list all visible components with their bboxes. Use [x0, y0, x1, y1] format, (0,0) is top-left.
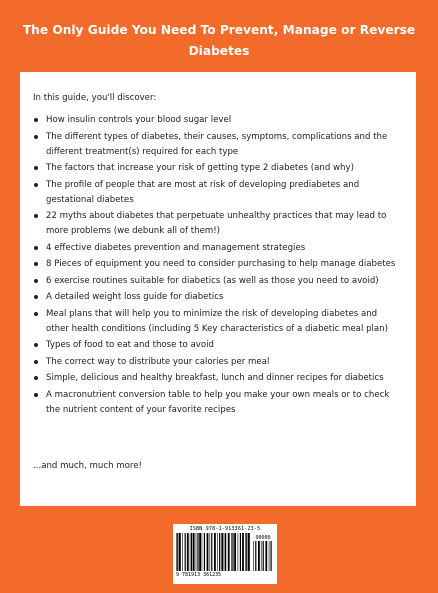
barcode-bar [255, 541, 256, 571]
barcode-bar [202, 533, 203, 571]
bullet-dot-icon [34, 246, 38, 250]
bullet-dot-icon [34, 214, 38, 218]
bullet-list [33, 113, 402, 418]
bullet-dot-icon [34, 376, 38, 380]
bullet-text: How insulin controls your blood sugar level [46, 115, 232, 125]
barcode-bar [191, 533, 192, 571]
bullet-text: A detailed weight loss guide for diabetics [46, 292, 224, 302]
barcode-bar [238, 533, 239, 571]
bullet-dot-icon [34, 360, 38, 364]
barcode-bar [263, 541, 264, 571]
barcode-bar [210, 533, 211, 571]
barcode-bar [231, 533, 232, 571]
bullet-item [33, 371, 402, 386]
barcode-bar [246, 533, 247, 571]
barcode-bar [225, 533, 226, 571]
barcode-bar [232, 533, 233, 571]
barcode-bar [187, 533, 189, 571]
bullet-item [33, 274, 402, 289]
bullet-text: 4 effective diabetes prevention and management strategies [46, 242, 306, 253]
barcode-ean-digits: 9 781913 361235 [176, 572, 222, 578]
barcode-bar [211, 533, 212, 571]
barcode-bar [182, 533, 183, 571]
barcode-bar [253, 541, 254, 571]
bullet-item [33, 257, 402, 272]
barcode-bar [207, 533, 209, 571]
bullet-item [33, 388, 402, 418]
bullet-text: Simple, delicious and healthy breakfast, lunch and dinner recipes for diabetics [46, 373, 384, 383]
barcode-bar [199, 533, 201, 571]
bullet-item [33, 241, 402, 256]
barcode-bar [176, 533, 177, 571]
barcode-bar [214, 533, 216, 571]
barcode-bar [204, 533, 205, 571]
bullet-text: Meal plans that will help you to minimize the risk of developing diabetes and other health conditions (including 5 Key characteristics of a diabetic meal plan) [46, 308, 388, 334]
bullet-text: The profile of people that are most at risk of developing prediabetes and gestational diabetes [46, 179, 360, 205]
bullet-dot-icon [34, 295, 38, 299]
bullet-item [33, 355, 402, 370]
barcode-bar [217, 533, 218, 571]
bullet-dot-icon [34, 393, 38, 397]
bullet-item [33, 130, 402, 160]
barcode-bar [248, 533, 250, 571]
barcode-bar [185, 533, 186, 571]
isbn-label: ISBN 978-1-913361-23-5 [189, 526, 261, 532]
barcode-main-bars [176, 533, 250, 571]
outro-text: ...and much, much more! [33, 461, 142, 471]
barcode-bar [228, 533, 230, 571]
barcode-bar [261, 541, 262, 571]
barcode-bar [245, 533, 246, 571]
bullet-dot-icon [34, 166, 38, 170]
headline-line-1: The Only Guide You Need To Prevent, Manage or Reverse [22, 23, 416, 37]
barcode-bar [234, 533, 236, 571]
barcode-bar [196, 533, 197, 571]
bullet-text: A macronutrient conversion table to help you make your own meals or to check the nutrient content of your favorite recipes [46, 389, 390, 415]
barcode-bar [190, 533, 191, 571]
bullet-item [33, 209, 402, 239]
barcode-bar [269, 541, 270, 571]
bullet-text: Types of food to eat and those to avoid [46, 340, 214, 350]
bullet-dot-icon [34, 279, 38, 283]
barcode-bar [224, 533, 225, 571]
barcode-bar [221, 533, 223, 571]
bullet-item [33, 161, 402, 176]
bullet-item [33, 113, 402, 128]
bullet-dot-icon [34, 262, 38, 266]
cover-headline [20, 20, 418, 62]
bullet-text: 22 myths about diabetes that perpetuate unhealthy practices that may lead to more problems (we debunk all of them!) [46, 211, 387, 236]
content-panel [20, 72, 416, 506]
bullet-dot-icon [34, 312, 38, 316]
bullet-item [33, 178, 402, 208]
barcode-addon [253, 535, 273, 571]
barcode-bar [193, 533, 195, 571]
bullet-item [33, 307, 402, 337]
barcode-bar [271, 541, 272, 571]
bullet-text: 8 Pieces of equipment you need to consider purchasing to help manage diabetes [46, 259, 396, 269]
bullet-dot-icon [34, 343, 38, 347]
bullet-dot-icon [34, 135, 38, 139]
barcode-bar [242, 533, 244, 571]
barcode-bar [219, 533, 220, 571]
bullet-item [33, 338, 402, 353]
barcode-bar [197, 533, 198, 571]
barcode-bar [265, 541, 267, 571]
barcode-bars [176, 533, 274, 571]
barcode-addon-digits: 90000 [255, 535, 271, 541]
bullet-item [33, 290, 402, 305]
barcode-bar [240, 533, 241, 571]
isbn-barcode [173, 524, 277, 584]
intro-text: In this guide, you'll discover: [33, 93, 157, 103]
barcode-bar [179, 533, 181, 571]
bullet-text: The different types of diabetes, their causes, symptoms, complications and the different treatment(s) required for each type [46, 131, 388, 157]
bullet-text: The correct way to distribute your calories per meal [46, 356, 270, 367]
headline-line-2: Diabetes [188, 44, 250, 58]
barcode-bar [177, 533, 178, 571]
barcode-addon-bars [253, 541, 273, 571]
bullet-dot-icon [34, 183, 38, 187]
barcode-bar [258, 541, 260, 571]
bullet-text: 6 exercise routines suitable for diabetics (as well as those you need to avoid) [46, 275, 379, 286]
bullet-dot-icon [34, 118, 38, 122]
bullet-text: The factors that increase your risk of getting type 2 diabetes (and why) [46, 163, 354, 173]
